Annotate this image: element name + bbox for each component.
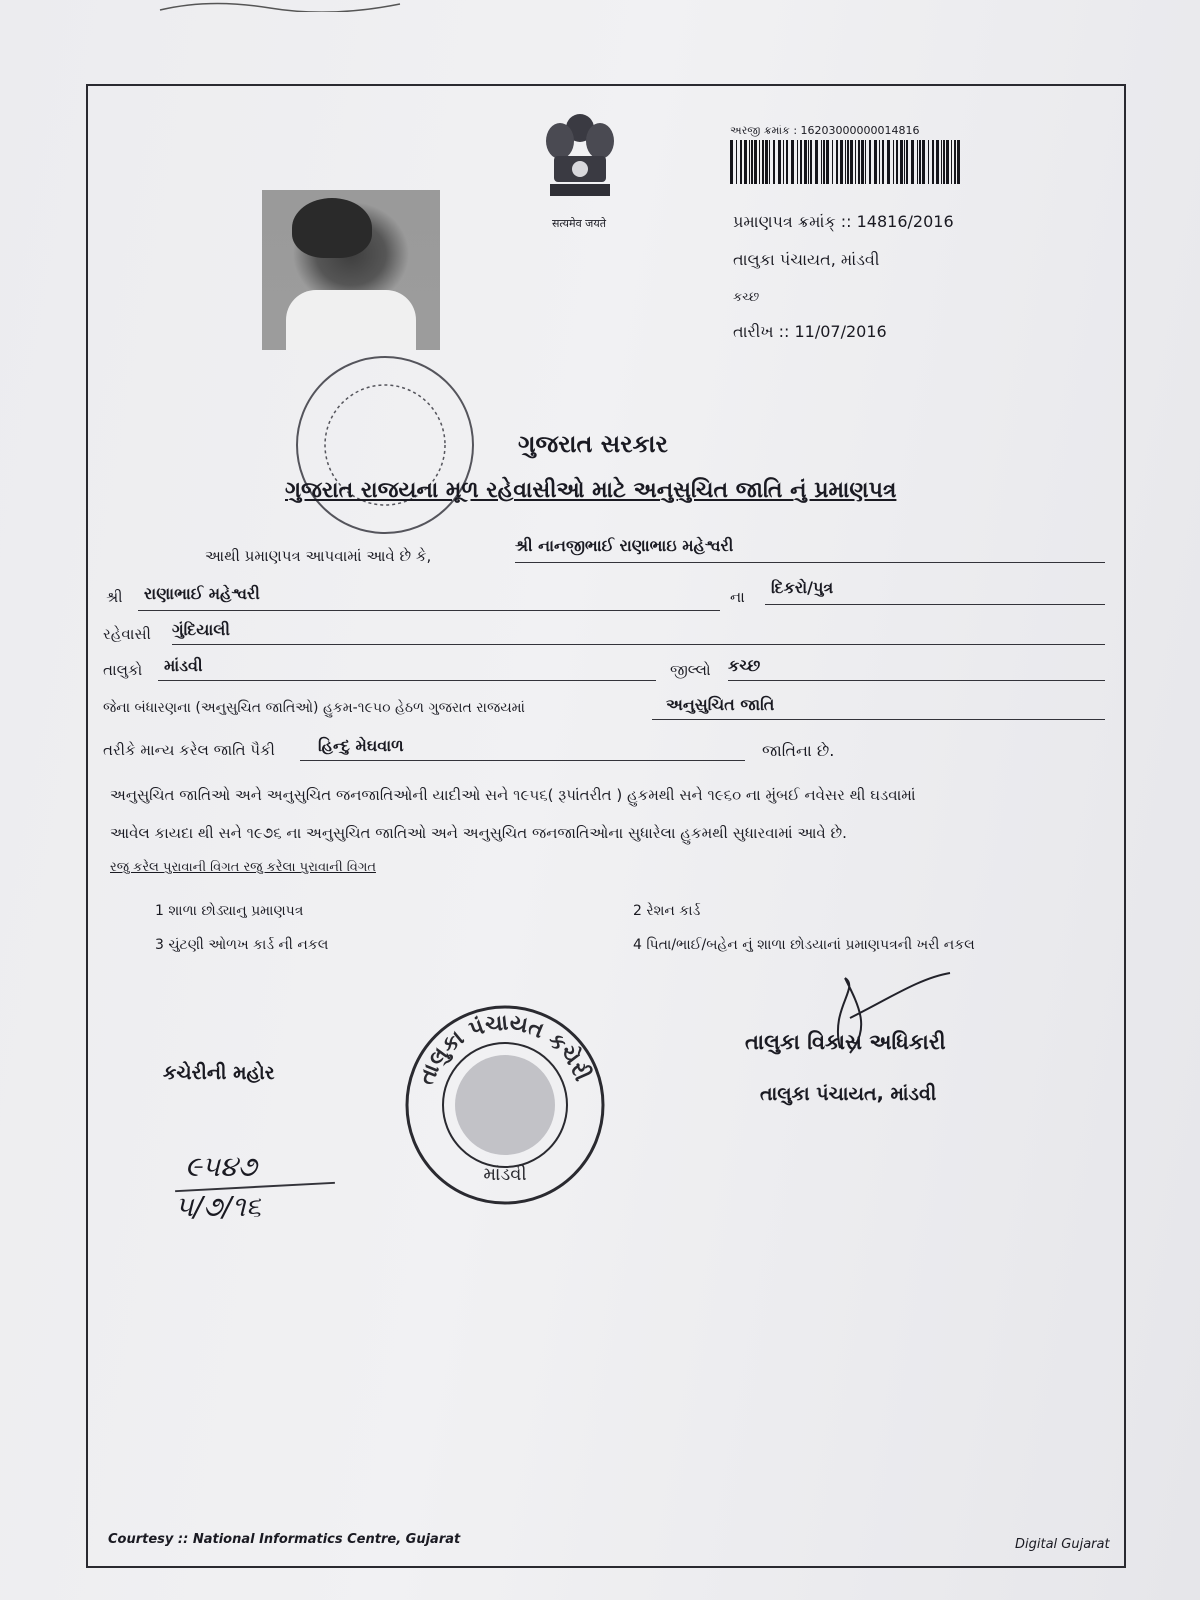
intro-label: આથી પ્રમાણપત્ર આપવામાં આવે છે કે,	[205, 547, 432, 565]
barcode-bar	[826, 140, 829, 184]
recognized-label: તરીકે માન્ય કરેલ જાતિ પૈકી	[103, 741, 275, 759]
barcode-bar	[759, 140, 760, 184]
taluka-value: માંડવી	[164, 656, 203, 675]
resident-value: ગુંદિયાલી	[172, 620, 230, 639]
barcode-bar	[941, 140, 942, 184]
barcode-bar	[882, 140, 884, 184]
barcode-bar	[778, 140, 781, 184]
barcode-bar	[736, 140, 737, 184]
taluka-label: તાલુકો	[103, 661, 143, 679]
certificate-heading: ગુજરાત રાજયના મૂળ રહેવાસીઓ માટે અનુસુચિત જાતિ નું પ્રમાણપત્ર	[285, 478, 897, 503]
taluka-field	[158, 656, 656, 681]
barcode-bar	[783, 140, 784, 184]
barcode-bar	[762, 140, 764, 184]
barcode-bar	[797, 140, 798, 184]
application-number: અરજી ક્રમાંક : 16203000000014816	[730, 124, 920, 137]
barcode-bar	[850, 140, 853, 184]
barcode-bar	[928, 140, 929, 184]
barcode-bar	[815, 140, 818, 184]
barcode-bar	[730, 140, 733, 184]
evidence-heading: રજુ કરેલ પુરાવાની વિગત રજુ કરેલા પુરાવાની વિગત	[110, 860, 376, 875]
name-field	[515, 536, 1105, 563]
barcode-bar	[906, 140, 908, 184]
barcode-bar	[874, 140, 877, 184]
barcode-bar	[749, 140, 750, 184]
government-title: ગુજરાત સરકાર	[518, 430, 668, 458]
barcode-bar	[943, 140, 945, 184]
office-seal-stamp	[400, 1000, 610, 1210]
barcode-bar	[946, 140, 949, 184]
barcode-bar	[936, 140, 939, 184]
issuing-district: કચ્છ	[733, 290, 760, 305]
barcode-bar	[911, 140, 914, 184]
barcode-bar	[879, 140, 880, 184]
emblem-motto: सत्यमेव जयते	[551, 217, 606, 230]
seal-place: માંડવી	[483, 1164, 527, 1185]
document-item: 4 પિતા/ભાઈ/બહેન નું શાળા છોડયાનાં પ્રમાણપત્રની ખરી નકલ	[633, 937, 975, 953]
barcode-bar	[791, 140, 794, 184]
name-value: શ્રી નાનજીભાઈ રાણાભાઇ મહેશ્વરી	[515, 536, 734, 555]
barcode-bar	[836, 140, 838, 184]
barcode-bar	[900, 140, 903, 184]
top-scribble	[150, 0, 410, 12]
applicant-photo	[262, 190, 440, 350]
barcode-bar	[858, 140, 860, 184]
barcode-bar	[832, 140, 833, 184]
barcode-bar	[919, 140, 921, 184]
handwritten-date: ૫/૭/૧૬	[175, 1190, 262, 1223]
order-label: જેના બંધારણના (અનુસુચિત જાતિઓ) હુકમ-૧૯૫૦ હેઠળ ગુજરાત રાજયમાં	[103, 700, 525, 716]
resident-field	[172, 620, 1105, 645]
caste-suffix: જાતિના છે.	[762, 741, 835, 760]
photo-seal-stamp	[290, 350, 480, 540]
relation-field	[765, 578, 1105, 605]
document-item: 3 ચુંટણી ઓળખ કાર્ડ ની નકલ	[155, 937, 329, 953]
district-label: જીલ્લો	[670, 661, 711, 679]
district-value: કચ્છ	[728, 656, 761, 675]
legal-paragraph-line-2: આવેલ કાયદા થી સને ૧૯૭૬ ના અનુસુચિત જાતિઓ અને અનુસુચિત જનજાતિઓના સુધારેલા હુકમથી સુધારવામાં આવે છે.	[110, 824, 847, 842]
category-field	[652, 695, 1105, 720]
barcode-bar	[932, 140, 934, 184]
barcode-bar	[751, 140, 753, 184]
document-item: 1 શાળા છોડ્યાનુ પ્રમાણપત્ર	[155, 903, 304, 919]
barcode-bar	[845, 140, 846, 184]
issuing-office: તાલુકા પંચાયત, માંડવી	[733, 250, 880, 269]
barcode-bar	[754, 140, 757, 184]
of-label: ના	[730, 588, 745, 606]
father-prefix: શ્રી	[106, 588, 123, 606]
barcode-bar	[847, 140, 849, 184]
barcode-bar	[786, 140, 788, 184]
office-seal-label: કચેરીની મહોર	[163, 1062, 275, 1084]
resident-label: રહેવાસી	[103, 625, 151, 643]
footer-courtesy: Courtesy :: National Informatics Centre, Gujarat	[108, 1532, 461, 1547]
barcode-bar	[744, 140, 747, 184]
certificate-number: પ્રમાણપત્ર ક્રમાંક્ :: 14816/2016	[733, 212, 954, 231]
barcode	[730, 140, 960, 184]
relation-value: દિકરો/પુત્ર	[771, 578, 834, 597]
barcode-bar	[740, 140, 742, 184]
barcode-bar	[773, 140, 775, 184]
barcode-bar	[922, 140, 925, 184]
barcode-bar	[810, 140, 812, 184]
seal-text: તાલુકા પંચાયત કચેરી	[414, 1010, 595, 1089]
barcode-bar	[869, 140, 871, 184]
barcode-bar	[808, 140, 809, 184]
handwritten-number: ૯૫૪૭	[185, 1150, 257, 1183]
district-field	[728, 656, 1105, 681]
barcode-bar	[904, 140, 905, 184]
officer-office: તાલુકા પંચાયત, માંડવી	[760, 1083, 937, 1105]
barcode-bar	[765, 140, 768, 184]
caste-value: હિન્દુ મેઘવાળ	[318, 736, 404, 755]
barcode-bar	[769, 140, 770, 184]
barcode-bar	[893, 140, 894, 184]
barcode-bar	[855, 140, 856, 184]
barcode-bar	[865, 140, 866, 184]
document-item: 2 રેશન કાર્ડ	[633, 903, 701, 919]
barcode-bar	[957, 140, 960, 184]
barcode-bar	[951, 140, 952, 184]
father-field	[138, 584, 720, 611]
category-value: અનુસુચિત જાતિ	[666, 695, 775, 714]
officer-title: તાલુકા વિકાસ અધિકારી	[745, 1030, 946, 1054]
barcode-bar	[917, 140, 918, 184]
footer-digital-gujarat: Digital Gujarat	[1015, 1537, 1110, 1552]
issue-date: તારીખ :: 11/07/2016	[733, 322, 887, 341]
father-value: રાણાભાઈ મહેશ્વરી	[144, 584, 260, 603]
barcode-bar	[800, 140, 802, 184]
national-emblem-icon	[540, 106, 620, 226]
barcode-bar	[804, 140, 807, 184]
legal-paragraph-line-1: અનુસુચિત જાતિઓ અને અનુસુચિત જનજાતિઓની યાદીઓ સને ૧૯૫૬( રૂપાંતરીત ) હુકમથી સને ૧૯૬૦ ના મુંબઈ નવેસર થી ઘડવામાં	[110, 786, 916, 804]
barcode-bar	[840, 140, 843, 184]
barcode-bar	[821, 140, 822, 184]
barcode-bar	[896, 140, 898, 184]
caste-field	[300, 736, 745, 761]
barcode-bar	[861, 140, 864, 184]
barcode-bar	[823, 140, 825, 184]
barcode-bar	[887, 140, 890, 184]
barcode-bar	[954, 140, 956, 184]
